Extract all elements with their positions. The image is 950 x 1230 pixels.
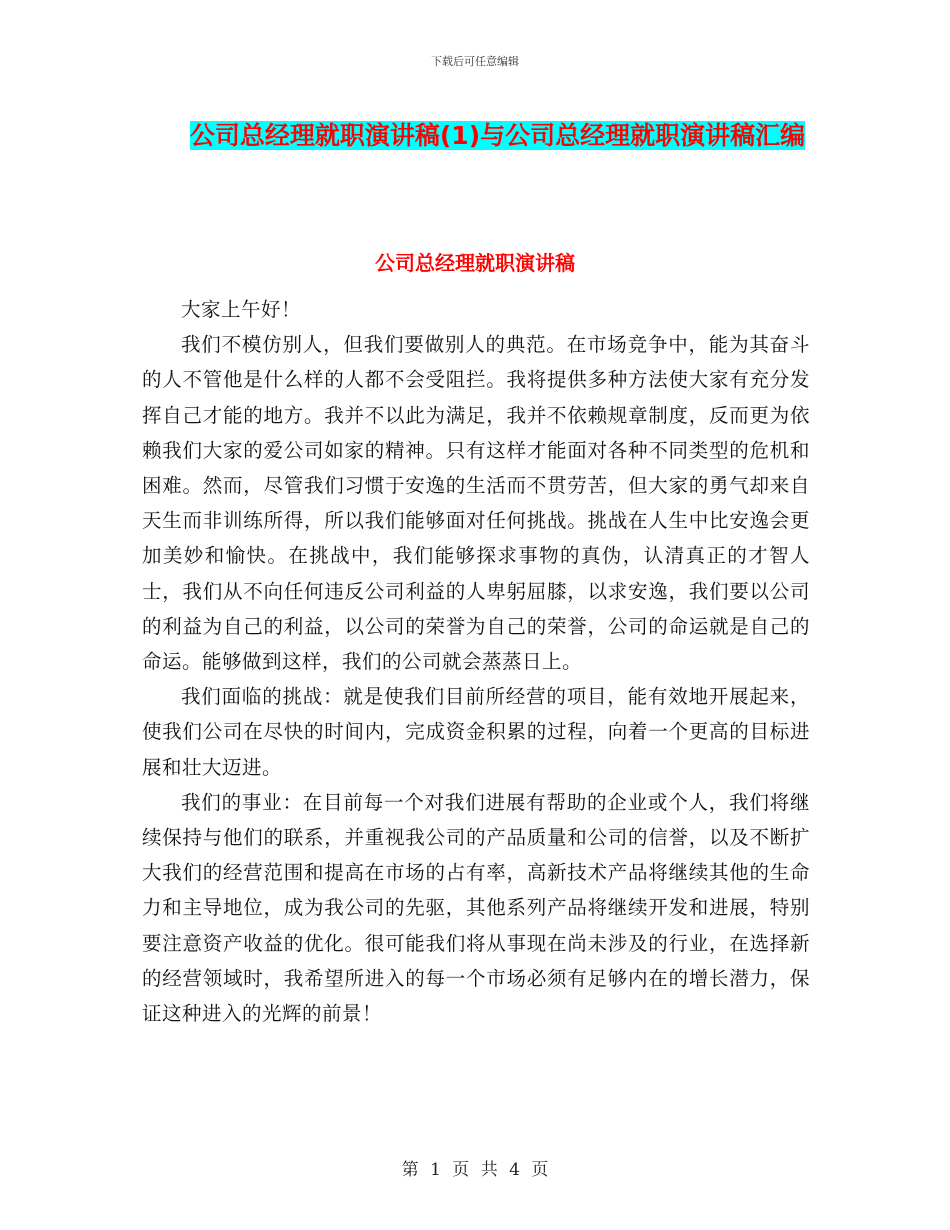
section-title: 公司总经理就职演讲稿 xyxy=(375,251,575,275)
paragraph: 我们的事业：在目前每一个对我们进展有帮助的企业或个人，我们将继续保持与他们的联系，并重视我公司的产品质量和公司的信誉，以及不断扩大我们的经营范围和提高在市场的占有率，高新技术产品将继续其他的生命力和主导地位，成为我公司的先驱，其他系列产品将继续开发和进展，特别要注意资产收益的优化。很可能我们将从事现在尚未涉及的行业，在选择新的经营领域时，我希望所进入的每一个市场必须有足够内在的增长潜力，保证这种进入的光辉的前景！ xyxy=(142,790,810,1026)
document-body xyxy=(142,292,810,1031)
page-number-footer: 第 1 页 共 4 页 xyxy=(401,1160,549,1180)
paragraph-greeting: 大家上午好！ xyxy=(181,298,302,321)
page-header-note: 下载后可任意编辑 xyxy=(431,55,519,68)
document-title-text: 公司总经理就职演讲稿(1)与公司总经理就职演讲稿汇编 xyxy=(189,121,806,150)
paragraph: 我们面临的挑战：就是使我们目前所经营的项目，能有效地开展起来，使我们公司在尽快的时间内，完成资金积累的过程，向着一个更高的目标进展和壮大迈进。 xyxy=(142,685,810,779)
paragraph: 我们不模仿别人，但我们要做别人的典范。在市场竞争中，能为其奋斗的人不管他是什么样的人都不会受阻拦。我将提供多种方法使大家有充分发挥自己才能的地方。我并不以此为满足，我并不依赖规章制度，反而更为依赖我们大家的爱公司如家的精神。只有这样才能面对各种不同类型的危机和困难。然而，尽管我们习惯于安逸的生活而不贯劳苦，但大家的勇气却来自天生而非训练所得，所以我们能够面对任何挑战。挑战在人生中比安逸会更加美妙和愉快。在挑战中，我们能够探求事物的真伪，认清真正的才智人士，我们从不向任何违反公司利益的人卑躬屈膝，以求安逸，我们要以公司的利益为自己的利益，以公司的荣誉为自己的荣誉，公司的命运就是自己的命运。能够做到这样，我们的公司就会蒸蒸日上。 xyxy=(142,333,810,674)
document-title xyxy=(185,112,810,160)
